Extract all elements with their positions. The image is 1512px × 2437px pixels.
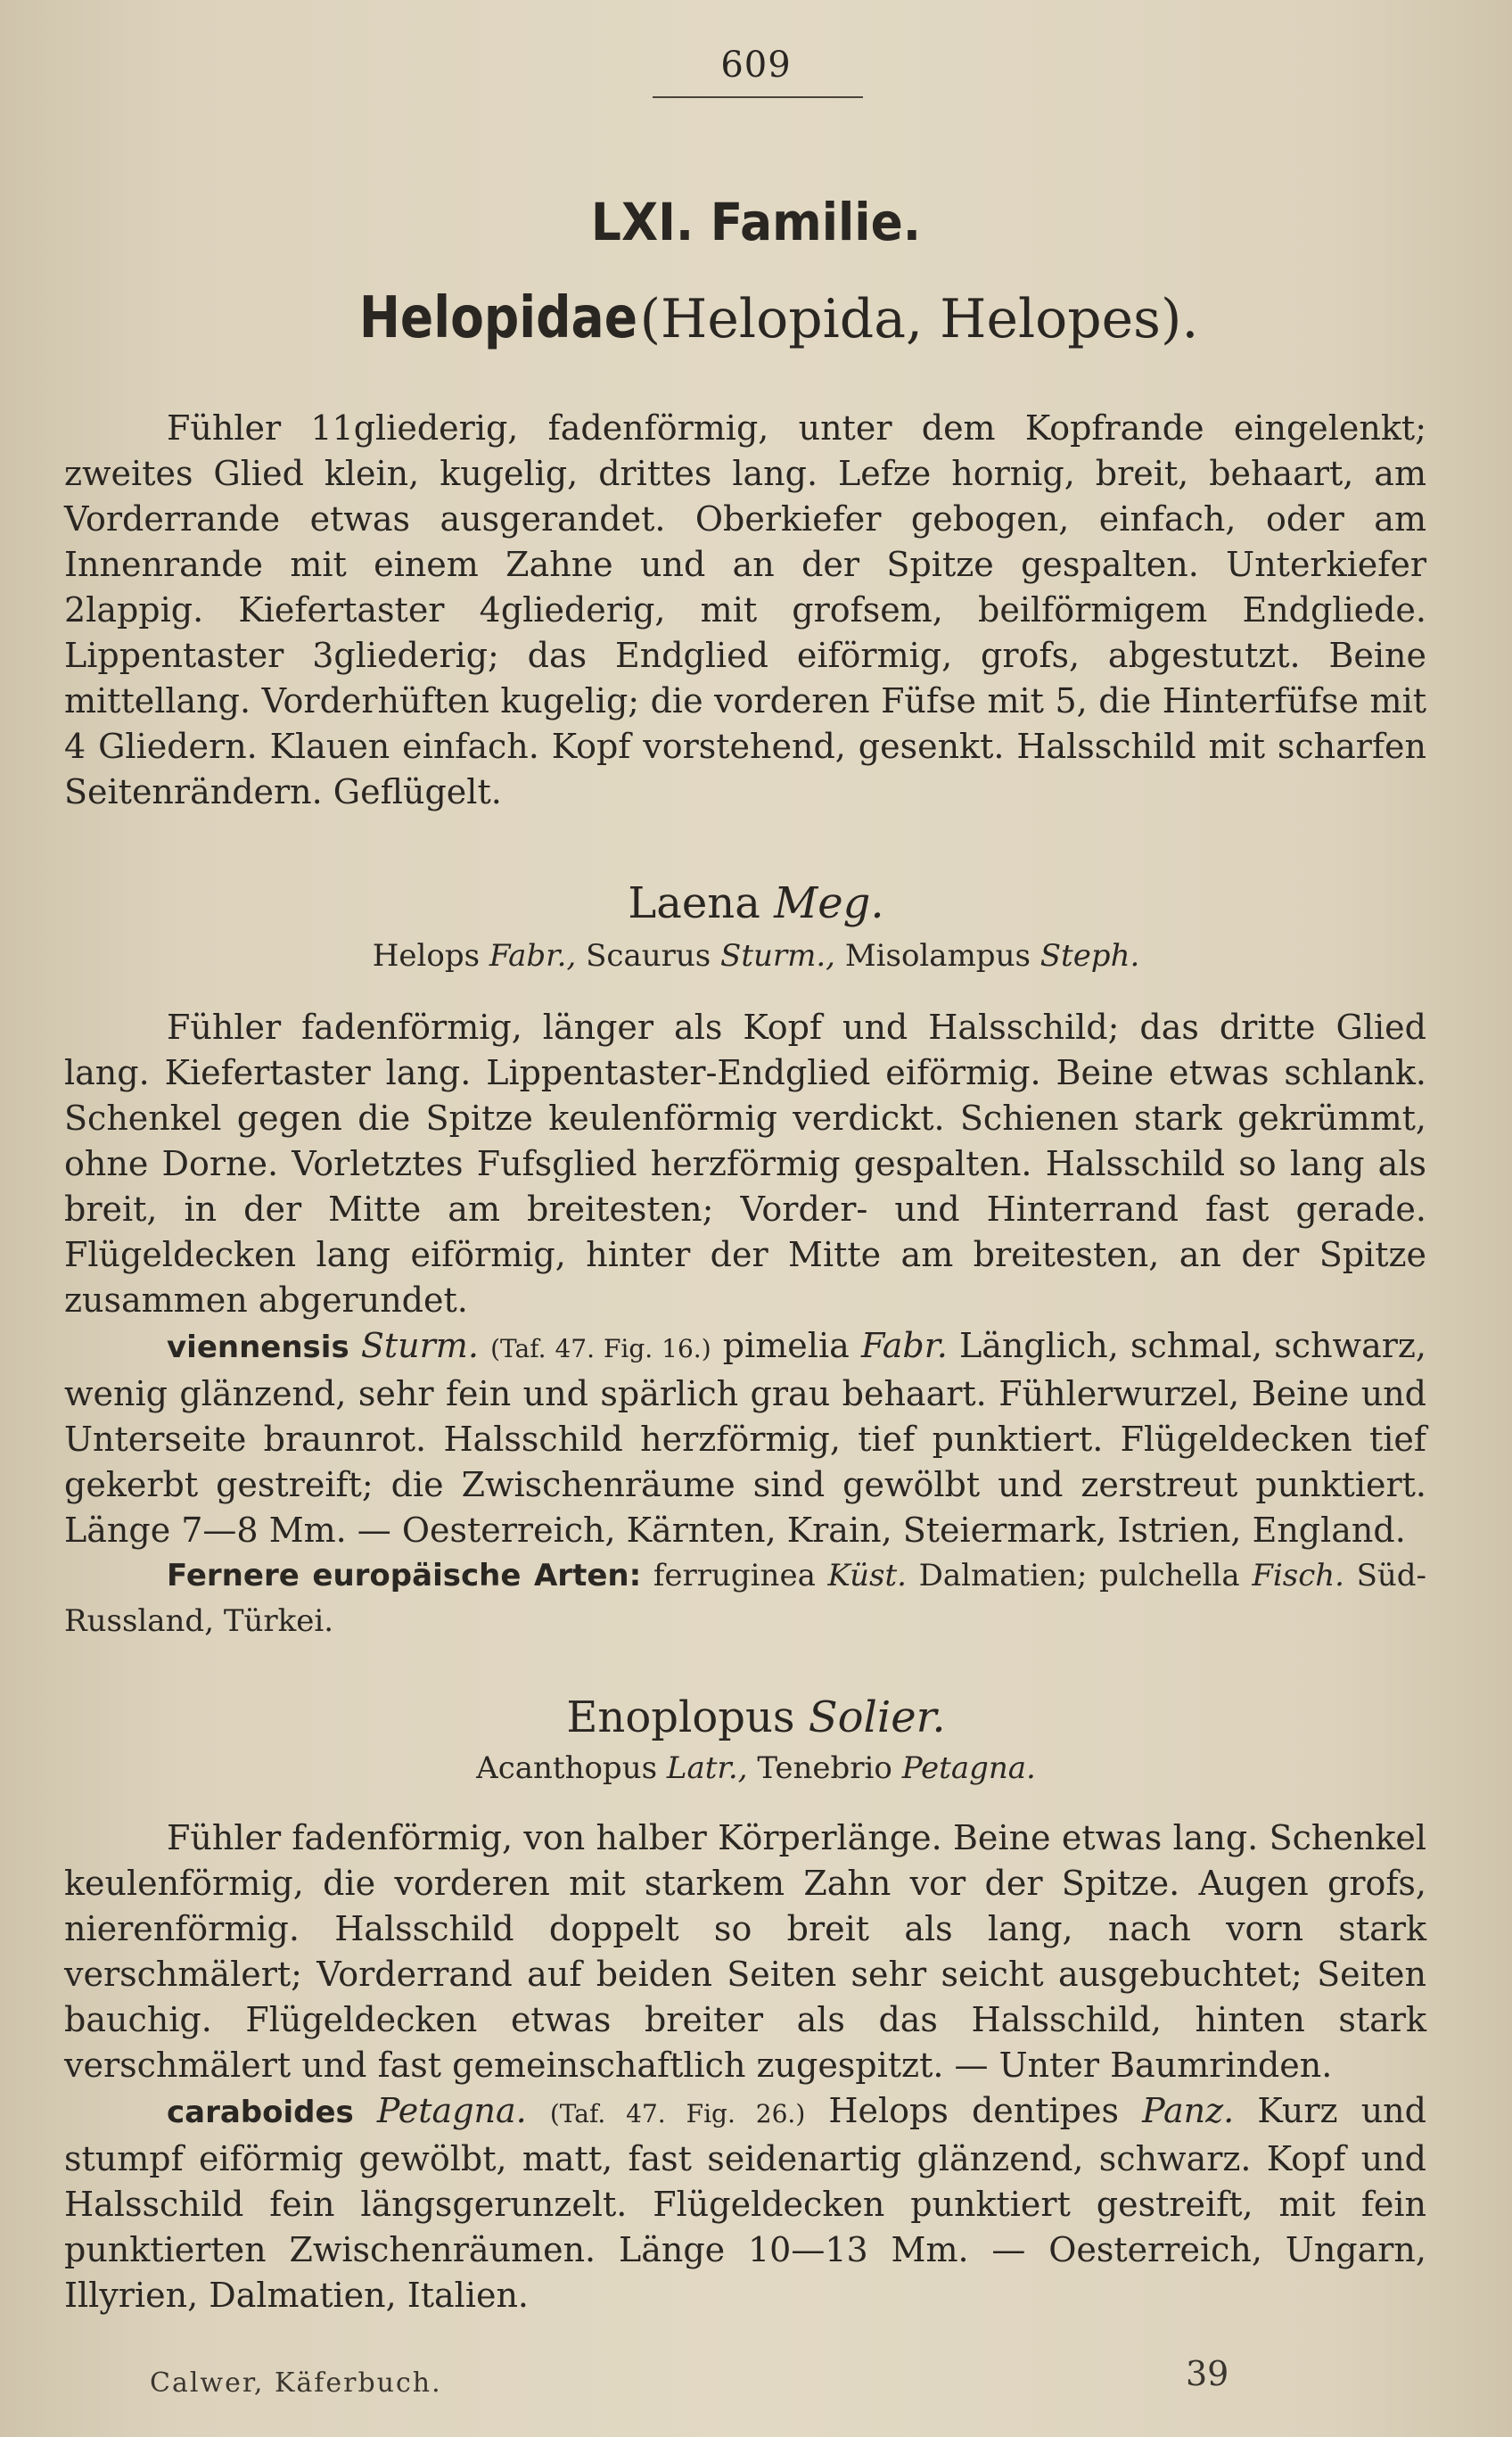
further-species-locality: Dalmatien; pulchella [918,1558,1240,1593]
genus-synonyms-enoplopus [0,1750,1512,1786]
synonym-author: Steph. [1040,938,1140,974]
plate-reference: (Taf. 47. Fig. 26.) [549,2099,806,2128]
page-number: 609 [720,45,792,86]
genus-description-enoplopus-block [64,1815,1426,2318]
genus-author: Solier. [808,1692,946,1742]
species-entry-viennensis [64,1323,1426,1553]
family-name-heading [0,285,1512,351]
species-synonym-author: Panz. [1142,2091,1235,2130]
species-author: Sturm. [360,1326,479,1365]
species-name: caraboides [167,2095,354,2130]
synonym-name: Tenebrio [757,1750,892,1786]
synonym-author: Sturm., [720,938,835,974]
species-entry-caraboides [64,2088,1426,2318]
footer-signature: Calwer, Käferbuch. [150,2367,442,2399]
further-species-author: Küst. [827,1558,907,1593]
synonym-name: Misolampus [844,938,1031,974]
genus-description-laena-block [64,1005,1426,1644]
family-description-block [64,406,1426,815]
genus-description: Fühler fadenförmig, länger als Kopf und Halsschild; das dritte Glied lang. Kiefertaster lang. Lippentaster-Endglied eiförmig. Beine etwas schlank. Schenkel gegen die Spitze keulenförmig verdickt. Schienen stark gekrümmt, ohne Dorne. Vorletztes Fufsglied herzförmig gespalten. Halsschild so lang als breit, in der Mitte am breitesten; Vorder- und Hinterrand fast gerade. Flügeldecken lang eiförmig, hinter der Mitte am breitesten, an der Spitze zusammen abgerundet. [64,1008,1426,1320]
family-heading: LXI. Familie. [590,192,922,252]
further-species-locality: Süd-Russland, Türkei. [64,1558,1427,1639]
species-synonym: Helops dentipes [828,2091,1120,2130]
family-synonyms: (Helopida, Helopes). [639,288,1199,350]
synonym-author: Fabr., [489,938,577,974]
synonym-author: Petagna. [901,1750,1036,1786]
species-description: Länglich, schmal, schwarz, wenig glänzend, sehr fein und spärlich grau behaart. Fühlerwurzel, Beine und Unterseite braunrot. Halsschild herzförmig, tief punktiert. Flügeldecken tief gekerbt gestreift; die Zwischenräume sind gewölbt und zerstreut punktiert. Länge 7—8 Mm. — Oesterreich, Kärnten, Krain, Steiermark, Istrien, England. [64,1326,1426,1550]
further-species-author: Fisch. [1252,1558,1344,1593]
further-species-name: ferruginea [653,1558,816,1593]
synonym-name: Acanthopus [476,1750,658,1786]
genus-name: Laena [628,878,760,928]
genus-heading-enoplopus [0,1692,1512,1742]
synonym-name: Scaurus [586,938,711,974]
genus-heading-laena [0,878,1512,928]
footer-sheet-number: 39 [1186,2354,1229,2393]
family-description: Fühler 11gliederig, fadenförmig, unter dem Kopfrande eingelenkt; zweites Glied klein, kugelig, drittes lang. Lefze hornig, breit, behaart, am Vorderrande etwas ausgerandet. Oberkiefer gebogen, einfach, oder am Innenrande mit einem Zahne und an der Spitze gespalten. Unterkiefer 2lappig. Kiefertaster 4gliederig, mit grofsem, beilförmigem Endgliede. Lippentaster 3gliederig; das Endglied eiförmig, grofs, abgestutzt. Beine mittellang. Vorderhüften kugelig; die vorderen Füfse mit 5, die Hinterfüfse mit 4 Gliedern. Klauen einfach. Kopf vorstehend, gesenkt. Halsschild mit scharfen Seitenrändern. Geflügelt. [64,408,1426,811]
header-rule [653,96,863,98]
species-author: Petagna. [376,2091,527,2130]
family-name: Helopidae [358,285,637,351]
species-description: Kurz und stumpf eiförmig gewölbt, matt, fast seidenartig glänzend, schwarz. Kopf und Halsschild fein längsgerunzelt. Flügeldecken punktiert gestreift, mit fein punktierten Zwischenräumen. Länge 10—13 Mm. — Oesterreich, Ungarn, Illyrien, Dalmatien, Italien. [64,2091,1426,2315]
synonym-name: Helops [372,938,481,974]
genus-name: Enoplopus [566,1692,795,1742]
species-synonym: pimelia [722,1326,850,1365]
synonym-author: Latr., [666,1750,748,1786]
further-species [64,1553,1426,1644]
genus-synonyms-laena [0,938,1512,974]
further-species-label: Fernere europäische Arten: [167,1558,642,1593]
plate-reference: (Taf. 47. Fig. 16.) [490,1334,711,1363]
genus-description: Fühler fadenförmig, von halber Körperlänge. Beine etwas lang. Schenkel keulenförmig, die vorderen mit starkem Zahn vor der Spitze. Augen grofs, nierenförmig. Halsschild doppelt so breit als lang, nach vorn stark verschmälert; Vorderrand auf beiden Seiten sehr seicht ausgebuchtet; Seiten bauchig. Flügeldecken etwas breiter als das Halsschild, hinten stark verschmälert und fast gemeinschaftlich zugespitzt. — Unter Baumrinden. [64,1818,1426,2085]
genus-author: Meg. [774,878,884,928]
species-name: viennensis [167,1330,349,1365]
species-synonym-author: Fabr. [860,1326,948,1365]
